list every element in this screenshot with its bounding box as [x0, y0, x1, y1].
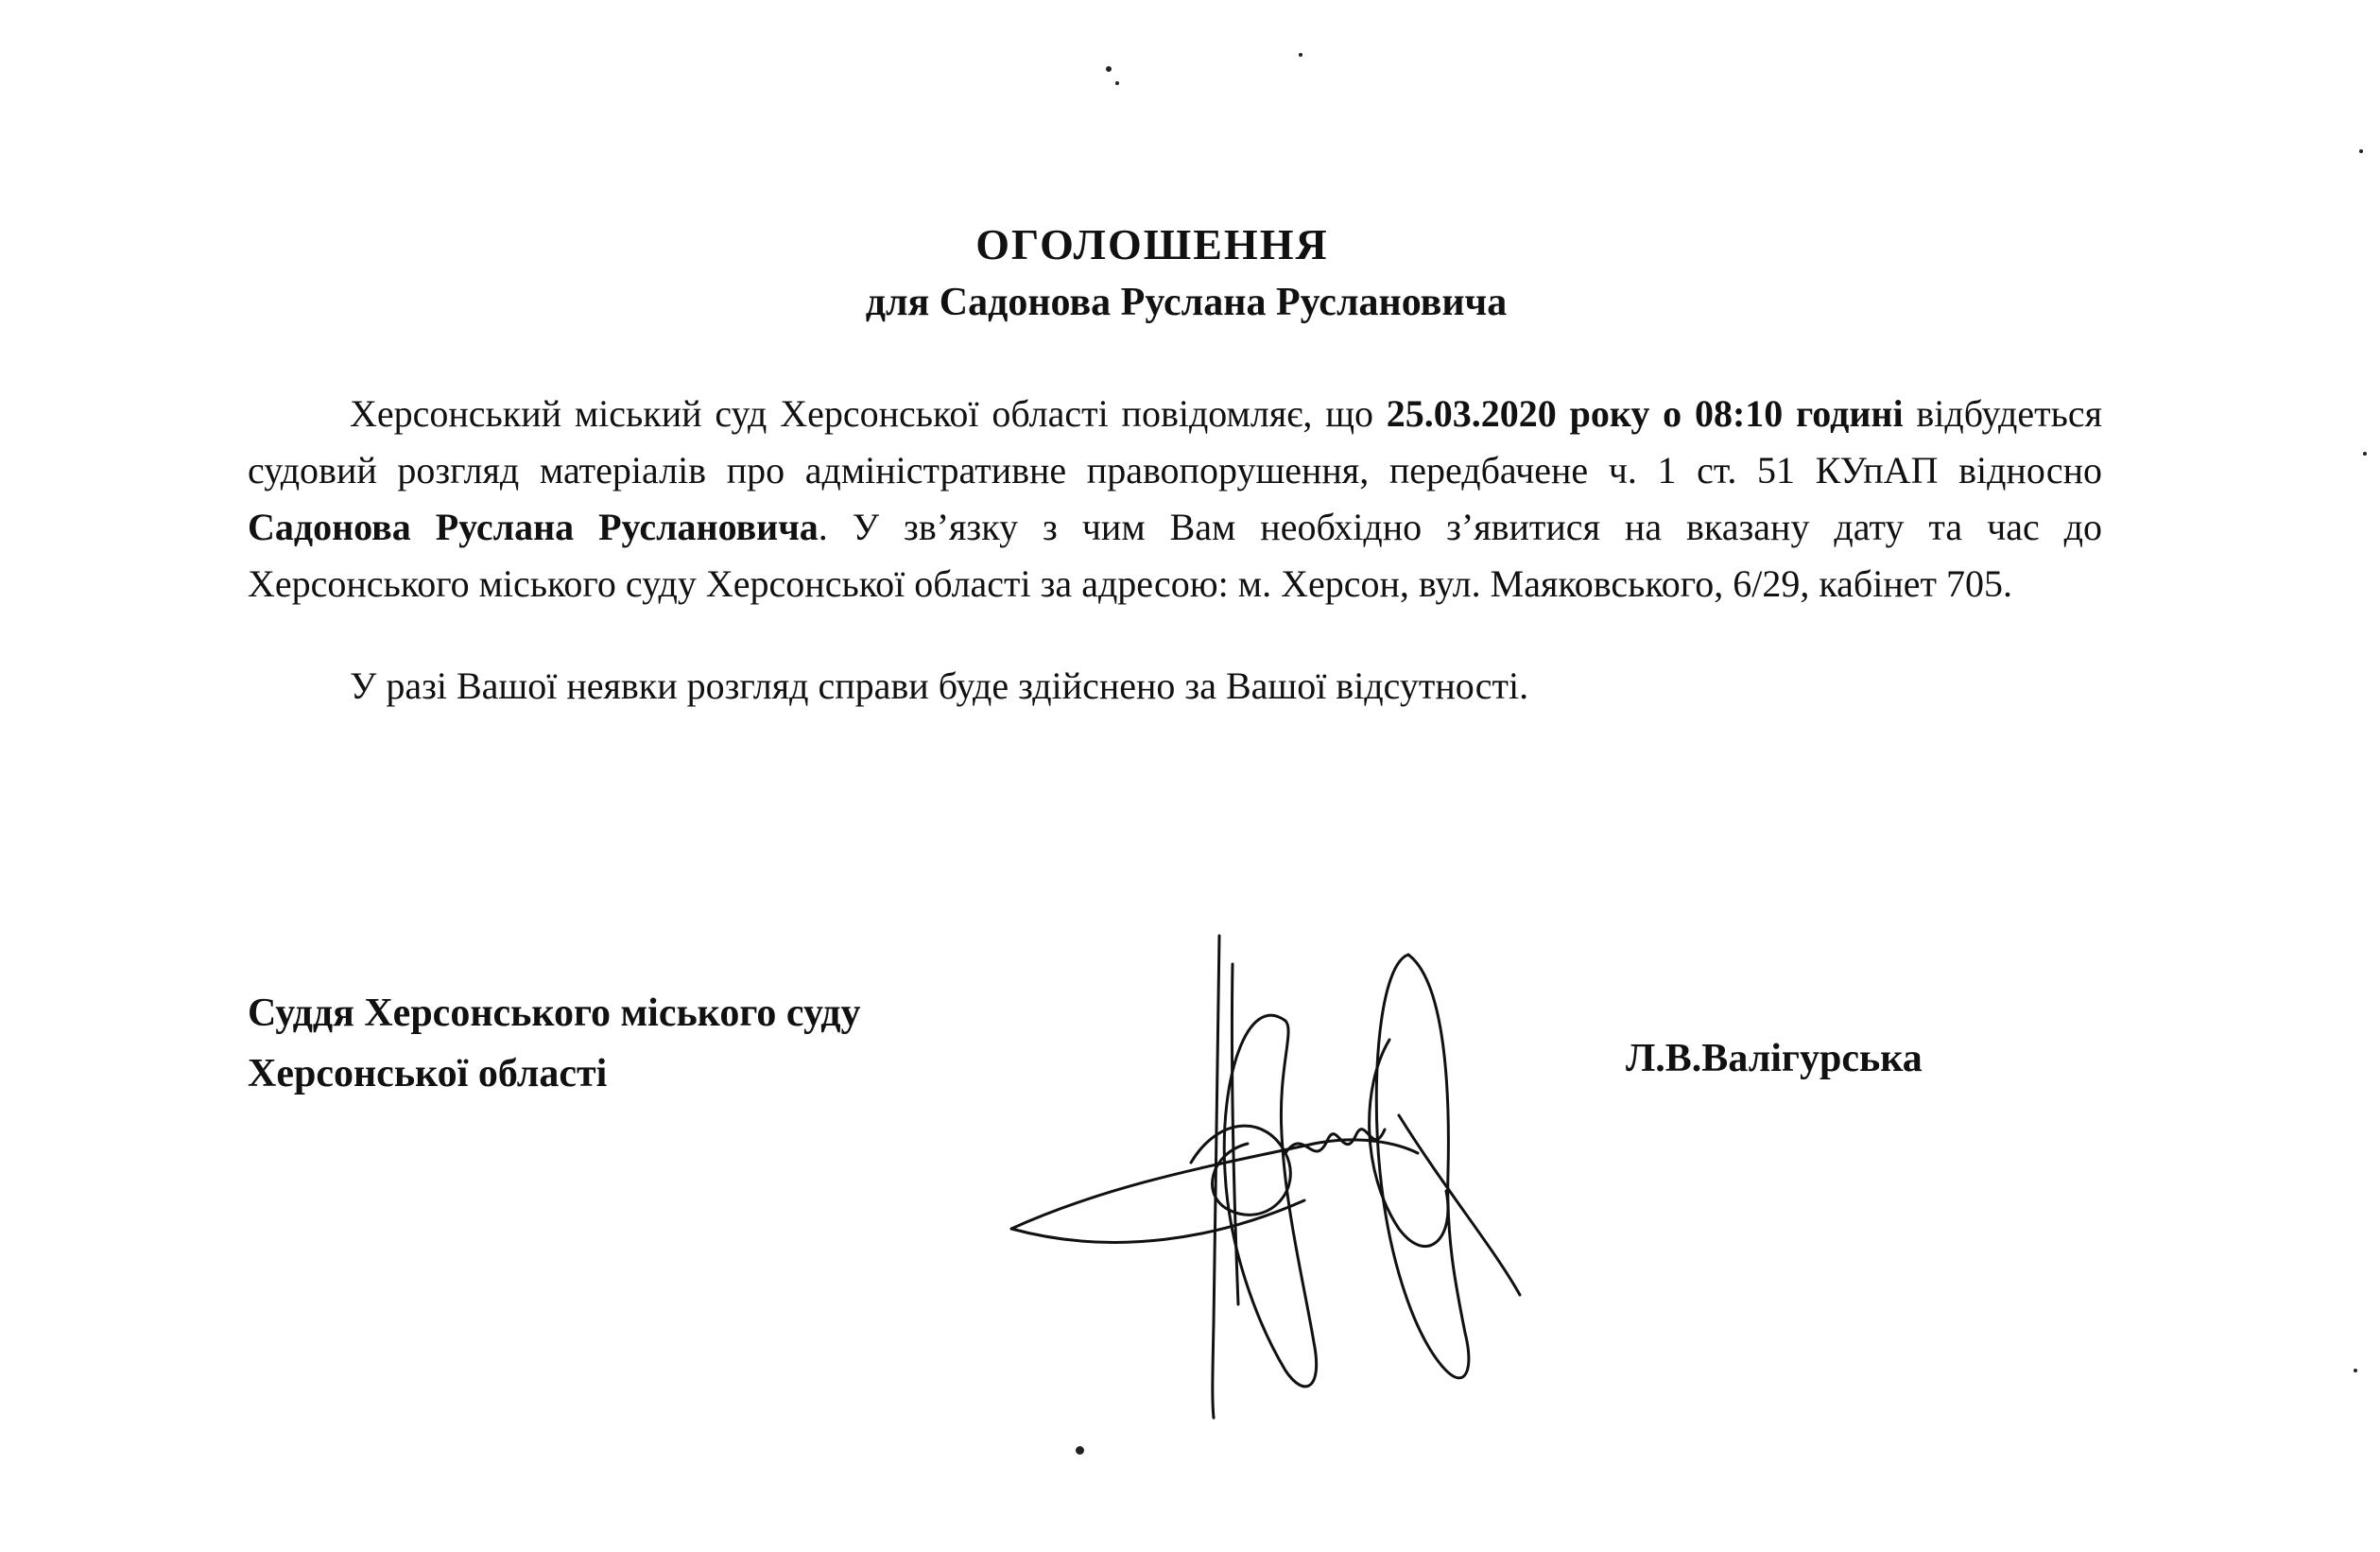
hearing-time-unit: годині: [1796, 392, 1904, 435]
person-name: Садонова Руслана Руслановича: [248, 506, 819, 548]
judge-position: [248, 983, 861, 1104]
scan-speck: [1115, 81, 1119, 85]
scan-speck: [1299, 53, 1302, 57]
notice-title: ОГОЛОШЕННЯ: [975, 220, 1329, 268]
scan-speck: [1106, 66, 1112, 72]
scan-speck: [2359, 149, 2363, 153]
notice-body-paragraph: [248, 386, 2102, 612]
scan-speck: [2354, 1369, 2357, 1372]
body-text-segment: . У зв’язку з чим Вам необхідно з’явитися на вказану дату та час до Херсонського міського суду Херсонської області за адресою: м. Херсон, вул. Маяковського, 6/29, кабінет 705.: [248, 506, 2103, 605]
hearing-date-time: 25.03.2020 року о 08:10: [1386, 392, 1784, 435]
absence-warning-paragraph: У разі Вашої неявки розгляд справи буде здійснено за Вашої відсутності.: [350, 664, 1529, 707]
scan-speck: [1076, 1446, 1084, 1455]
judge-name: Л.В.Валігурська: [1626, 1037, 1923, 1080]
notice-recipient-line: для Садонова Руслана Руслановича: [865, 281, 1508, 324]
scan-speck: [2363, 452, 2367, 456]
judge-position-line: Херсонської області: [248, 1052, 608, 1095]
body-text-segment: відбудеться судовий розгляд матеріалів про адміністративне правопорушення, передбачене ч. 1 ст. 51 КУпАП відносно: [248, 392, 2103, 491]
handwritten-signature: [1002, 926, 1531, 1437]
judge-position-line: Суддя Херсонського міського суду: [248, 992, 861, 1035]
body-text-segment: Херсонський міський суд Херсонської області повідомляє, що: [350, 392, 1387, 435]
